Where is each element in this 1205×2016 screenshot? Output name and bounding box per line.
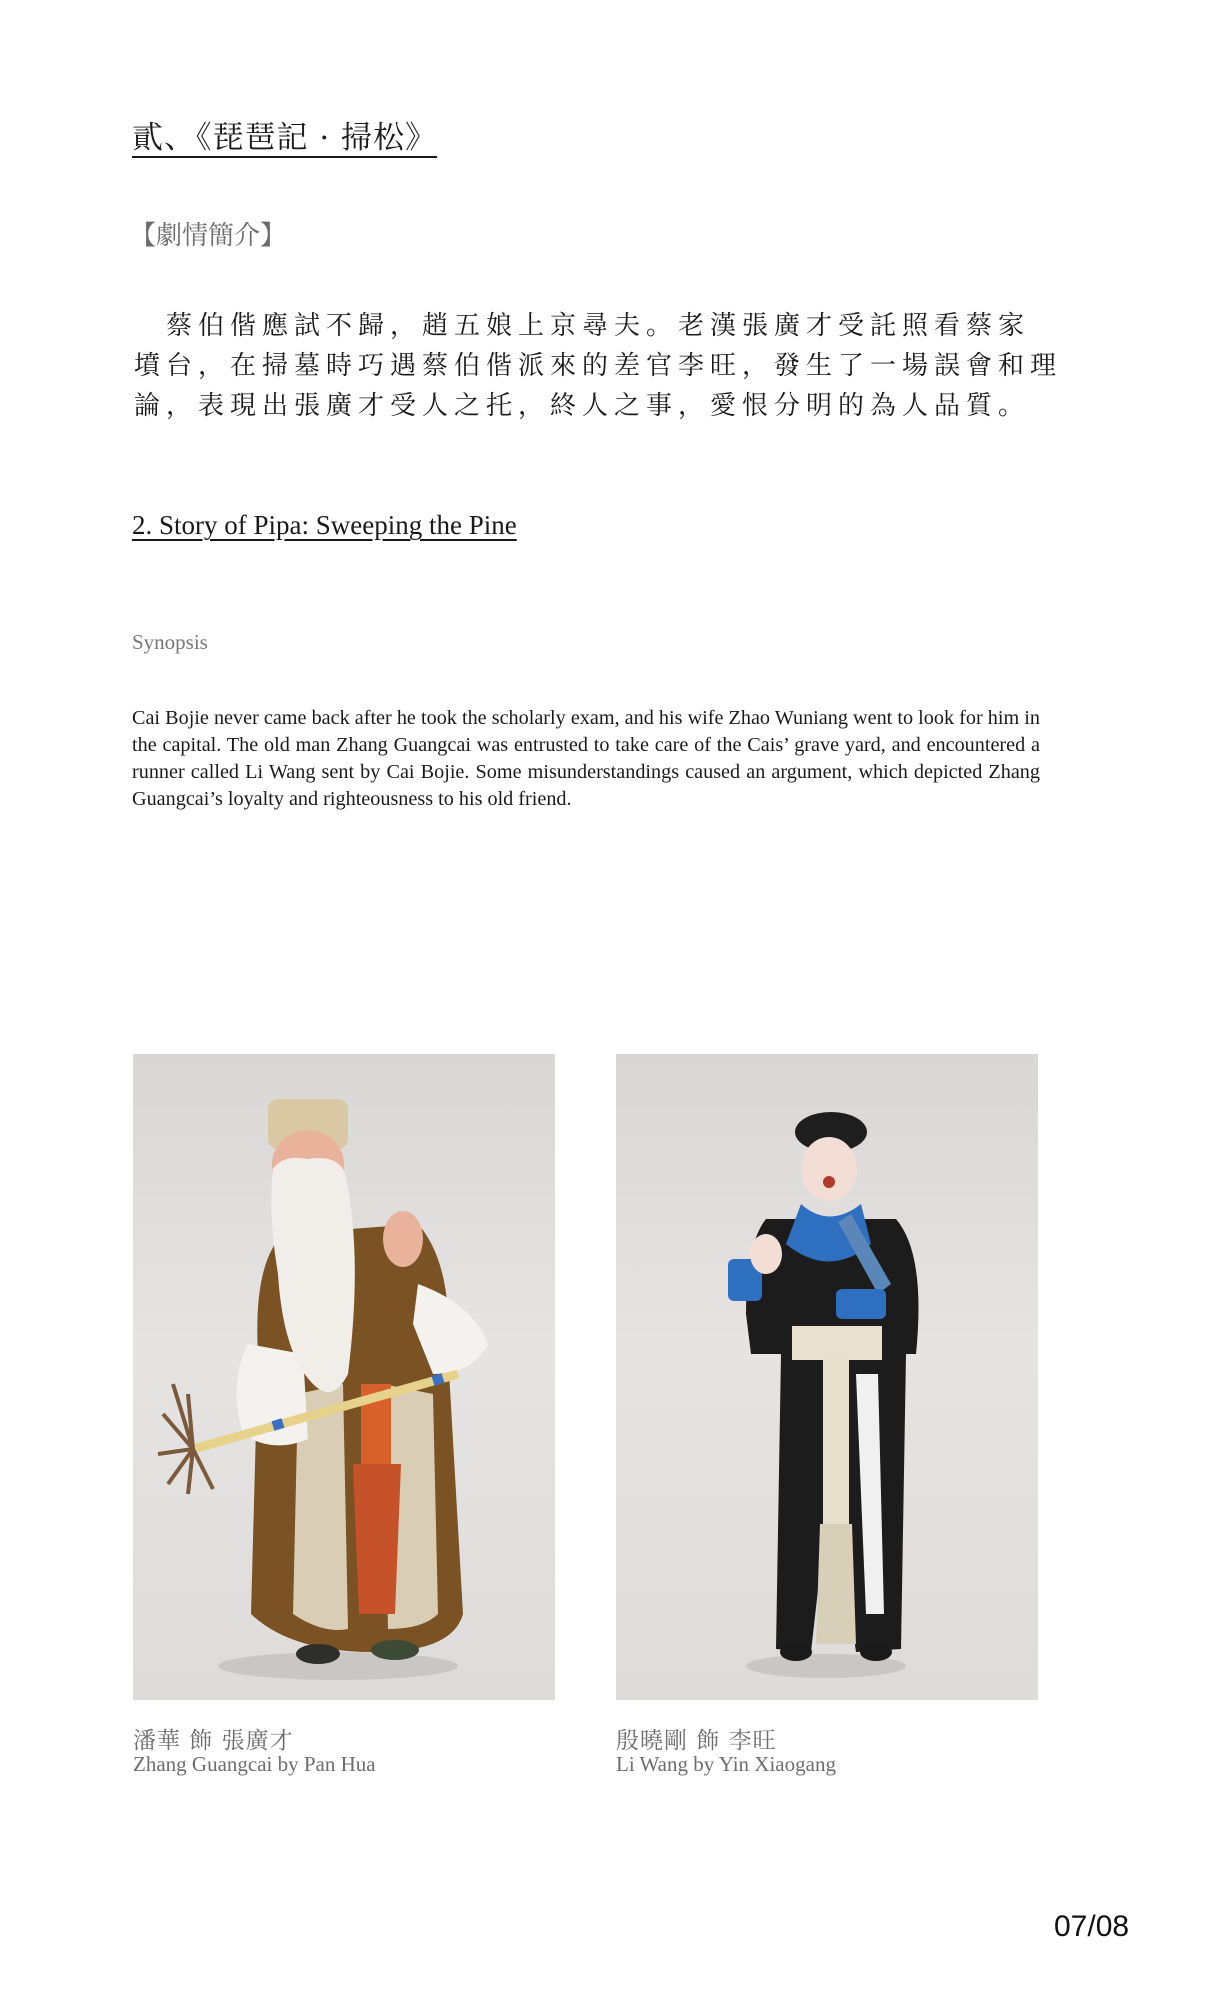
li-wang-figure bbox=[616, 1054, 1038, 1700]
zhang-guangcai-photo bbox=[133, 1054, 555, 1700]
english-section-title: 2. Story of Pipa: Sweeping the Pine bbox=[132, 510, 517, 540]
zhang-guangcai-figure bbox=[133, 1054, 555, 1700]
chinese-synopsis-label: 【劇情簡介】 bbox=[130, 221, 287, 251]
photo-caption-chinese: 殷曉剛 飾 李旺 bbox=[616, 1728, 777, 1754]
chinese-synopsis-paragraph bbox=[134, 306, 1063, 426]
photo-caption-chinese: 潘華 飾 張廣才 bbox=[133, 1728, 294, 1754]
photo-caption-english: Li Wang by Yin Xiaogang bbox=[616, 1752, 836, 1776]
english-synopsis-label: Synopsis bbox=[132, 630, 208, 654]
photo-caption-english: Zhang Guangcai by Pan Hua bbox=[133, 1752, 376, 1776]
chinese-synopsis-line: 蔡伯偕應試不歸，趙五娘上京尋夫。老漢張廣才受託照看蔡家 bbox=[134, 311, 1031, 341]
li-wang-photo bbox=[616, 1054, 1038, 1700]
english-synopsis-paragraph: Cai Bojie never came back after he took the scholarly exam, and his wife Zhao Wuniang went to look for him in the capital. The old man Zhang Guangcai was entrusted to take care of the Cais’ grave yard, and encountered a runner called Li Wang sent by Cai Bojie. Some misunderstandings caused an argument, which depicted Zhang Guangcai’s loyalty and righteousness to his old friend. bbox=[132, 707, 1040, 810]
page-number: 07/08 bbox=[1054, 1910, 1130, 1943]
chinese-synopsis-line: 論，表現出張廣才受人之托，終人之事，愛恨分明的為人品質。 bbox=[134, 391, 1031, 421]
chinese-section-title: 貳、《琵琶記 · 掃松》 bbox=[132, 120, 438, 156]
chinese-synopsis-line: 墳台，在掃墓時巧遇蔡伯偕派來的差官李旺，發生了一場誤會和理 bbox=[134, 351, 1063, 381]
